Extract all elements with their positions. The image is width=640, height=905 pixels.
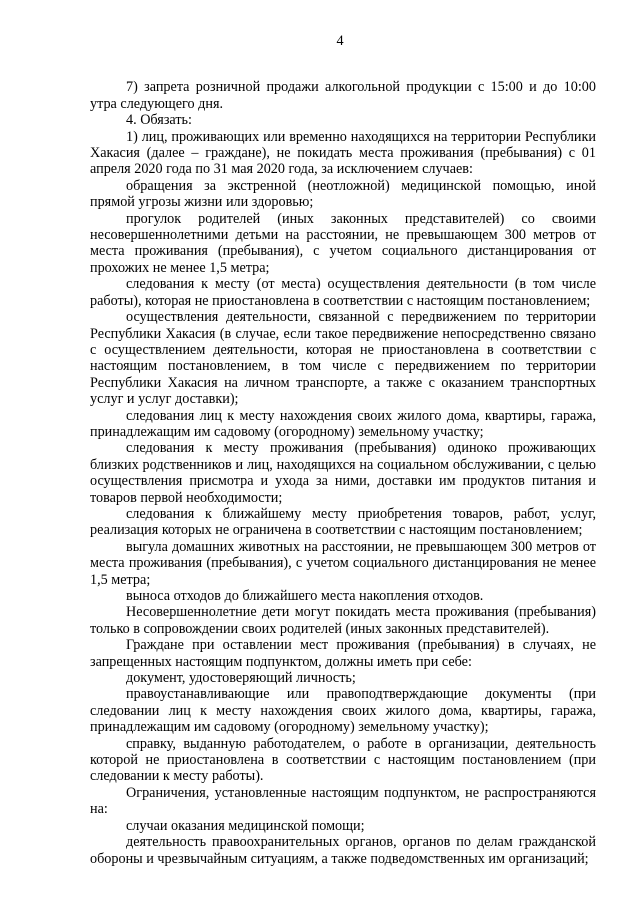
paragraph: Граждане при оставлении мест проживания (пребывания) в случаях, не запрещенных настоящим подпунктом, должны иметь при себе: bbox=[90, 637, 596, 670]
paragraph: следования к месту проживания (пребывания) одиноко проживающих близких родственников и лиц, находящихся на социальном обслуживании, с целью осуществления присмотра и ухода за ними, доставки им продуктов питания и товаров первой необходимости; bbox=[90, 440, 596, 506]
paragraph: выгула домашних животных на расстоянии, не превышающем 300 метров от места проживания (пребывания), с учетом социального дистанцирования не менее 1,5 метра; bbox=[90, 538, 596, 588]
paragraph: случаи оказания медицинской помощи; bbox=[126, 817, 365, 834]
paragraph: обращения за экстренной (неотложной) медицинской помощью, иной прямой угрозы жизни или здоровью; bbox=[90, 177, 596, 211]
paragraph: Ограничения, установленные настоящим подпунктом, не распространяются на: bbox=[90, 784, 596, 818]
paragraph: следования лиц к месту нахождения своих жилого дома, квартиры, гаража, принадлежащим им садовому (огородному) земельному участку; bbox=[90, 407, 596, 440]
paragraph: Несовершеннолетние дети могут покидать места проживания (пребывания) только в сопровождении своих родителей (иных законных представителей). bbox=[90, 604, 596, 637]
paragraph: справку, выданную работодателем, о работе в организации, деятельность которой не приостановлена в соответствии с настоящим постановлением (при следовании к месту работы). bbox=[90, 735, 596, 785]
paragraph: 4. Обязать: bbox=[126, 112, 192, 129]
page-number: 4 bbox=[336, 33, 344, 49]
document-body bbox=[90, 79, 596, 867]
paragraph: прогулок родителей (иных законных представителей) со своими несовершеннолетними детьми на расстоянии, не превышающем 300 метров от места проживания (пребывания), с учетом социального дистанцирования от прохожих не менее 1,5 метра; bbox=[90, 210, 596, 276]
paragraph: правоустанавливающие или правоподтверждающие документы (при следовании лиц к месту нахождения своих жилого дома, квартиры, гаража, принадлежащим им садовому (огородному) земельному участку); bbox=[90, 686, 596, 736]
paragraph: документ, удостоверяющий личность; bbox=[126, 670, 356, 687]
paragraph: следования к ближайшему месту приобретения товаров, работ, услуг, реализация которых не ограничена в соответствии с настоящим постановлением; bbox=[90, 505, 596, 539]
paragraph: выноса отходов до ближайшего места накопления отходов. bbox=[126, 588, 484, 604]
paragraph: деятельность правоохранительных органов, органов по делам гражданской обороны и чрезвычайным ситуациям, а также подведомственных им организаций; bbox=[90, 834, 596, 867]
paragraph: 7) запрета розничной продажи алкогольной продукции с 15:00 и до 10:00 утра следующего дня. bbox=[90, 79, 596, 112]
paragraph: 1) лиц, проживающих или временно находящихся на территории Республики Хакасия (далее – граждане), не покидать места проживания (пребывания) с 01 апреля 2020 года по 31 мая 2020 года, за исключением случаев: bbox=[90, 128, 596, 178]
paragraph: следования к месту (от места) осуществления деятельности (в том числе работы), которая не приостановлена в соответствии с настоящим постановлением; bbox=[90, 276, 596, 309]
paragraph: осуществления деятельности, связанной с передвижением по территории Республики Хакасия (в случае, если такое передвижение непосредственно связано с осуществлением деятельности, которая не приостановлена в соответствии с настоящим постановлением, в том числе с передвижением по территории Республики Хакасия на личном транспорте, а также с оказанием транспортных услуг и услуг доставки); bbox=[90, 309, 596, 408]
